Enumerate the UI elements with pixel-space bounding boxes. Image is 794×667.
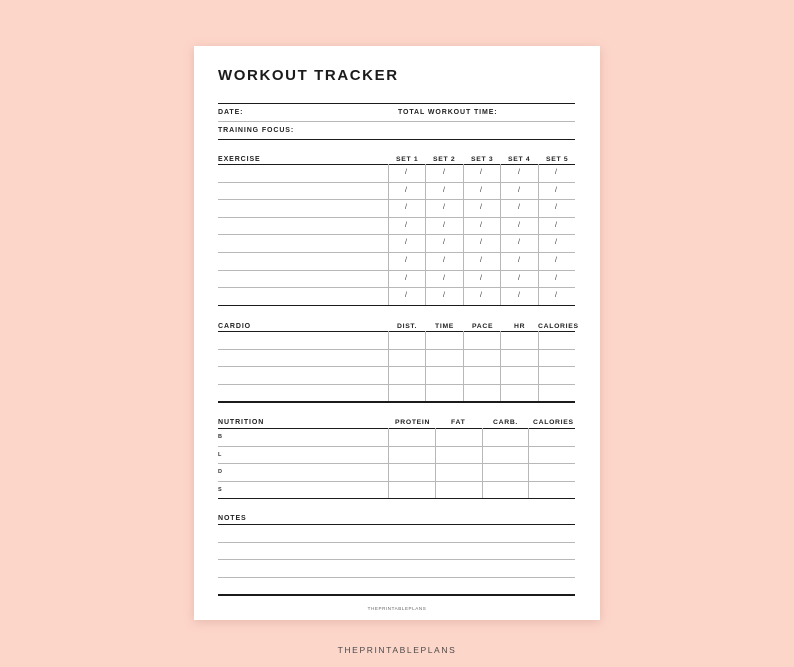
nutrition-column-rule <box>388 428 389 498</box>
exercise-column-rule <box>463 164 464 305</box>
set-5-separator: / <box>555 204 557 212</box>
exercise-column-rule <box>425 164 426 305</box>
set-4-separator: / <box>518 274 520 282</box>
set-1-separator: / <box>405 186 407 194</box>
notes-header-rule <box>218 524 575 525</box>
set-1-separator: / <box>405 257 407 264</box>
exercise-row-rule <box>218 182 575 183</box>
exercise-bottom-rule <box>218 305 575 306</box>
set-5-separator: / <box>555 274 557 282</box>
cardio-row-rule <box>218 366 575 367</box>
cardio-bottom-rule <box>218 401 575 402</box>
nutrition-column-rule <box>482 428 483 498</box>
notes-label: NOTES <box>218 515 247 522</box>
cardio-row-rule <box>218 349 575 350</box>
exercise-column-rule <box>538 164 539 305</box>
set-1-separator: / <box>405 221 407 229</box>
set-3-separator: / <box>480 221 482 229</box>
set-4-separator: / <box>518 239 520 247</box>
notes-line <box>218 559 575 560</box>
set-3-separator: / <box>480 274 482 282</box>
set-5-separator: / <box>555 239 557 247</box>
cardio-column-rule <box>500 331 501 401</box>
set-1-separator: / <box>405 204 407 212</box>
set-2-separator: / <box>443 221 445 229</box>
nutrition-header-rule <box>218 428 575 429</box>
set-2-separator: / <box>443 169 445 176</box>
total-workout-time-label: TOTAL WORKOUT TIME: <box>398 109 498 116</box>
exercise-row-rule <box>218 252 575 253</box>
exercise-row-rule <box>218 287 575 288</box>
exercise-row-rule <box>218 217 575 218</box>
set-5-separator: / <box>555 221 557 229</box>
notes-line <box>218 577 575 578</box>
page-title: WORKOUT TRACKER <box>218 67 399 84</box>
set-3-separator: / <box>480 204 482 212</box>
set-1-separator: / <box>405 239 407 247</box>
set-2-separator: / <box>443 204 445 212</box>
exercise-row-rule <box>218 199 575 200</box>
cardio-column-rule <box>463 331 464 401</box>
notes-line <box>218 542 575 543</box>
header-top-rule <box>218 103 575 104</box>
set-3-separator: / <box>480 186 482 194</box>
set-4-separator: / <box>518 169 520 176</box>
set-2-separator: / <box>443 292 445 300</box>
set-3-separator: / <box>480 257 482 264</box>
cardio-col-time: TIME <box>435 323 455 330</box>
set-4-separator: / <box>518 292 520 300</box>
nutrition-column-rule <box>528 428 529 498</box>
exercise-col-set-2: SET 2 <box>433 156 456 163</box>
date-label: DATE: <box>218 109 244 116</box>
header-bottom-rule <box>218 139 575 140</box>
worksheet-page <box>194 46 600 620</box>
nutrition-label: NUTRITION <box>218 419 265 426</box>
cardio-column-rule <box>538 331 539 401</box>
set-3-separator: / <box>480 292 482 300</box>
nutrition-row-rule <box>218 463 575 464</box>
set-2-separator: / <box>443 239 445 247</box>
exercise-col-set-5: SET 5 <box>546 156 569 163</box>
header-mid-rule <box>218 121 575 122</box>
cardio-col-pace: PACE <box>472 323 494 330</box>
set-1-separator: / <box>405 169 407 176</box>
set-3-separator: / <box>480 239 482 247</box>
nutrition-bottom-rule <box>218 498 575 499</box>
nutrition-col-calories: CALORIES <box>533 419 574 426</box>
nutrition-row-rule <box>218 481 575 482</box>
exercise-row-rule <box>218 234 575 235</box>
set-5-separator: / <box>555 257 557 264</box>
set-4-separator: / <box>518 186 520 194</box>
brand-caption: THEPRINTABLEPLANS <box>337 645 457 655</box>
set-3-separator: / <box>480 169 482 176</box>
notes-bottom-rule <box>218 594 575 595</box>
set-4-separator: / <box>518 257 520 264</box>
set-2-separator: / <box>443 257 445 264</box>
sheet-credit: THEPRINTABLEPLANS <box>367 606 427 611</box>
cardio-col-hr: HR <box>514 323 526 330</box>
cardio-col-calories: CALORIES <box>538 323 579 330</box>
cardio-label: CARDIO <box>218 323 252 330</box>
nutrition-row-label: B <box>218 434 222 440</box>
set-2-separator: / <box>443 274 445 282</box>
training-focus-label: TRAINING FOCUS: <box>218 127 295 134</box>
nutrition-col-fat: FAT <box>451 419 466 426</box>
nutrition-column-rule <box>435 428 436 498</box>
nutrition-row-label: S <box>218 486 222 493</box>
cardio-col-dist: DIST. <box>397 323 418 330</box>
exercise-column-rule <box>500 164 501 305</box>
exercise-col-set-4: SET 4 <box>508 156 531 163</box>
exercise-header-rule <box>218 164 575 165</box>
set-1-separator: / <box>405 274 407 282</box>
cardio-column-rule <box>388 331 389 401</box>
set-4-separator: / <box>518 204 520 212</box>
exercise-col-set-3: SET 3 <box>471 156 494 163</box>
exercise-row-rule <box>218 270 575 271</box>
nutrition-col-carb: CARB. <box>493 419 519 426</box>
cardio-column-rule <box>425 331 426 401</box>
set-4-separator: / <box>518 221 520 229</box>
nutrition-row-rule <box>218 446 575 447</box>
exercise-label: EXERCISE <box>218 156 261 163</box>
cardio-row-rule <box>218 384 575 385</box>
set-5-separator: / <box>555 169 557 176</box>
set-5-separator: / <box>555 292 557 300</box>
cardio-header-rule <box>218 331 575 332</box>
nutrition-col-protein: PROTEIN <box>395 419 431 426</box>
nutrition-row-label: D <box>218 469 222 475</box>
exercise-col-set-1: SET 1 <box>396 156 419 163</box>
set-5-separator: / <box>555 186 557 194</box>
set-2-separator: / <box>443 186 445 194</box>
exercise-column-rule <box>388 164 389 305</box>
nutrition-row-label: L <box>218 451 222 458</box>
set-1-separator: / <box>405 292 407 300</box>
